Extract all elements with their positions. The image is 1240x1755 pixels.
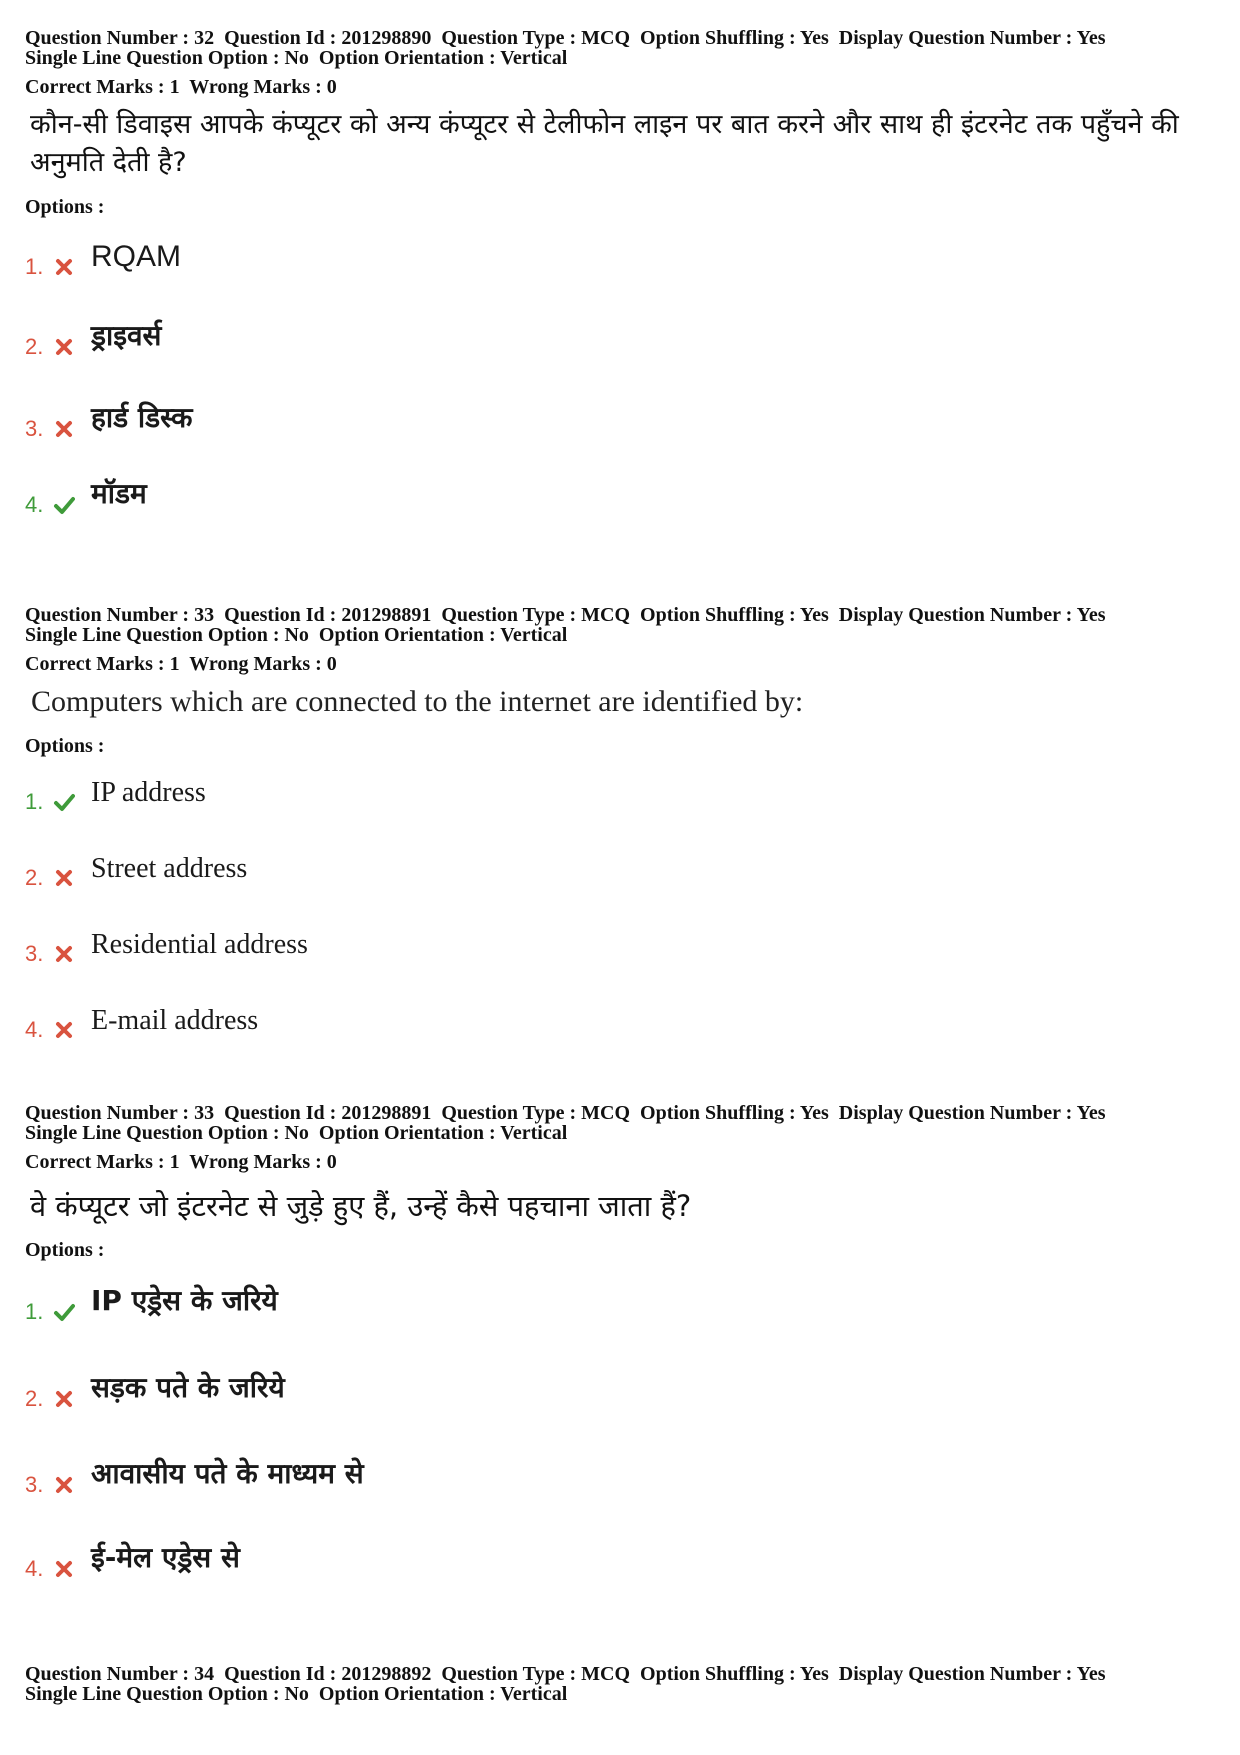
option-item bbox=[25, 360, 1225, 442]
check-icon bbox=[53, 494, 75, 516]
option-item bbox=[25, 280, 1225, 360]
marks-line: Correct Marks : 1 Wrong Marks : 0 bbox=[25, 1151, 337, 1173]
question-meta-line-2: Single Line Question Option : No Option Orientation : Vertical bbox=[25, 1683, 568, 1705]
check-icon bbox=[53, 1301, 75, 1323]
option-item bbox=[25, 967, 1225, 1043]
question-block bbox=[25, 28, 1225, 518]
question-block bbox=[25, 1103, 1225, 1582]
option-number: 1. bbox=[25, 1299, 44, 1324]
option-text: ई-मेल एड्रेस से bbox=[91, 1541, 240, 1574]
option-number: 3. bbox=[25, 941, 44, 966]
cross-icon bbox=[53, 336, 75, 358]
option-number: 1. bbox=[25, 254, 44, 279]
option-number: 1. bbox=[25, 789, 44, 814]
cross-icon bbox=[53, 943, 75, 965]
option-text: IP एड्रेस के जरिये bbox=[91, 1284, 278, 1317]
option-item bbox=[25, 1325, 1225, 1412]
options-label: Options : bbox=[25, 735, 105, 757]
option-number: 4. bbox=[25, 492, 44, 517]
question-meta-line-2: Single Line Question Option : No Option Orientation : Vertical bbox=[25, 47, 568, 69]
option-text: IP address bbox=[91, 777, 206, 808]
option-number: 2. bbox=[25, 1386, 44, 1411]
option-text: RQAM bbox=[91, 240, 181, 273]
question-meta-line-2: Single Line Question Option : No Option Orientation : Vertical bbox=[25, 624, 568, 646]
cross-icon bbox=[53, 1019, 75, 1041]
option-text: Residential address bbox=[91, 929, 308, 960]
cross-icon bbox=[53, 867, 75, 889]
option-text: Street address bbox=[91, 853, 248, 884]
option-number: 4. bbox=[25, 1556, 44, 1581]
option-item bbox=[25, 757, 1225, 815]
option-item bbox=[25, 891, 1225, 967]
option-text: मॉडम bbox=[91, 477, 147, 510]
option-number: 2. bbox=[25, 334, 44, 359]
option-text: आवासीय पते के माध्यम से bbox=[91, 1457, 364, 1490]
option-item bbox=[25, 218, 1225, 280]
option-number: 2. bbox=[25, 865, 44, 890]
option-item bbox=[25, 442, 1225, 518]
option-item bbox=[25, 815, 1225, 891]
option-text: हार्ड डिस्क bbox=[91, 401, 193, 434]
cross-icon bbox=[53, 1388, 75, 1410]
option-item bbox=[25, 1498, 1225, 1582]
option-text: ड्राइवर्स bbox=[91, 319, 162, 352]
option-number: 4. bbox=[25, 1017, 44, 1042]
check-icon bbox=[53, 791, 75, 813]
cross-icon bbox=[53, 256, 75, 278]
cross-icon bbox=[53, 1474, 75, 1496]
option-text: सड़क पते के जरिये bbox=[91, 1371, 285, 1404]
question-block bbox=[25, 1664, 1225, 1704]
option-text: E-mail address bbox=[91, 1005, 259, 1036]
option-item bbox=[25, 1412, 1225, 1498]
option-number: 3. bbox=[25, 1472, 44, 1497]
option-item bbox=[25, 1261, 1225, 1325]
question-text: कौन-सी डिवाइस आपके कंप्यूटर को अन्य कंप्यूटर से टेलीफोन लाइन पर बात करने और साथ ही इंटरनेट तक पहुँचने की अनुमति देती है? bbox=[30, 109, 1179, 178]
option-number: 3. bbox=[25, 416, 44, 441]
options-label: Options : bbox=[25, 196, 105, 218]
question-meta-line-2: Single Line Question Option : No Option Orientation : Vertical bbox=[25, 1122, 568, 1144]
question-text: Computers which are connected to the internet are identified by: bbox=[31, 685, 804, 718]
question-meta-line-1: Question Number : 33 Question Id : 201298891 Question Type : MCQ Option Shuffling : Yes Display Question Number : Yes bbox=[25, 1102, 1106, 1124]
marks-line: Correct Marks : 1 Wrong Marks : 0 bbox=[25, 76, 337, 98]
marks-line: Correct Marks : 1 Wrong Marks : 0 bbox=[25, 653, 337, 675]
question-block bbox=[25, 605, 1225, 1043]
cross-icon bbox=[53, 1558, 75, 1580]
question-meta-line-1: Question Number : 34 Question Id : 201298892 Question Type : MCQ Option Shuffling : Yes Display Question Number : Yes bbox=[25, 1663, 1106, 1685]
question-text: वे कंप्यूटर जो इंटरनेट से जुड़े हुए हैं, उन्हें कैसे पहचाना जाता हैं? bbox=[30, 1189, 692, 1223]
cross-icon bbox=[53, 418, 75, 440]
question-meta-line-1: Question Number : 33 Question Id : 201298891 Question Type : MCQ Option Shuffling : Yes Display Question Number : Yes bbox=[25, 604, 1106, 626]
question-meta-line-1: Question Number : 32 Question Id : 201298890 Question Type : MCQ Option Shuffling : Yes Display Question Number : Yes bbox=[25, 27, 1106, 49]
options-label: Options : bbox=[25, 1239, 105, 1261]
